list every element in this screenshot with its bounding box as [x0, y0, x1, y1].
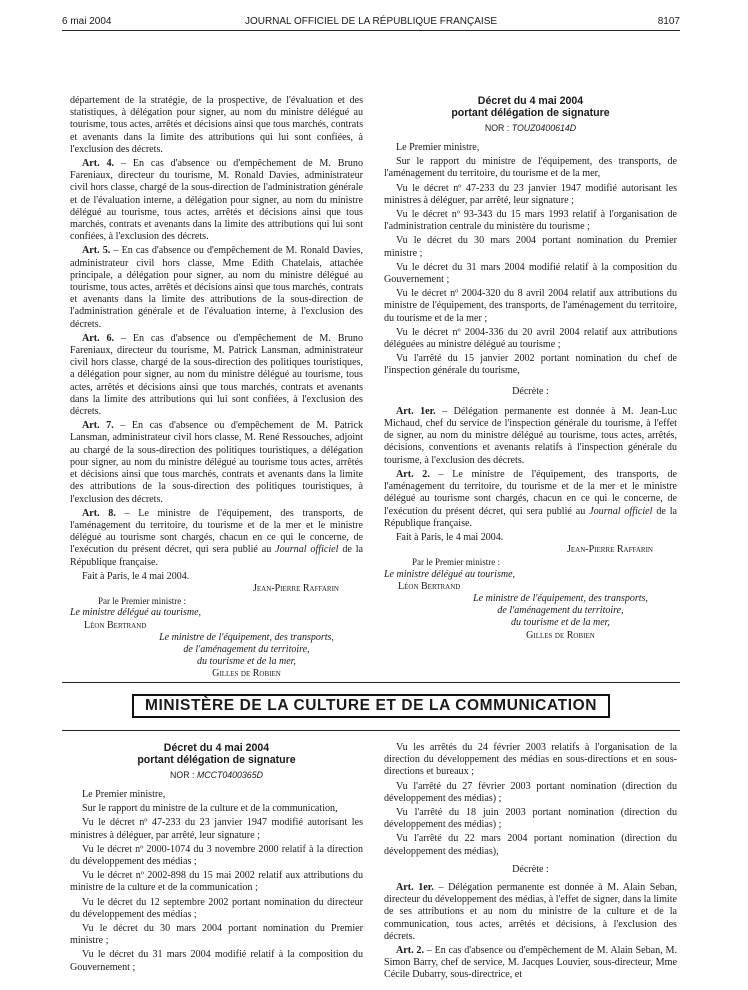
nor-code: MCCT0400365D	[196, 769, 263, 780]
column-top-right	[384, 95, 677, 642]
article-label: Art. 4.	[82, 158, 115, 170]
visa: Vu les arrêtés du 24 février 2003 relatifs à l'organisation de la direction du développement des médias en sous-directions et en sous-directions et bureaux ;	[384, 742, 677, 778]
signatory-prime-minister: Jean-Pierre Raffarin	[567, 544, 653, 556]
article-label: Art. 5.	[82, 245, 111, 257]
visa: Vu le décret du 31 mars 2004 modifié relatif à la composition du Gouvernement ;	[70, 949, 363, 973]
visa: Vu l'arrêté du 22 mars 2004 portant nomination (direction du développement des médias),	[384, 833, 677, 857]
visa: Vu l'arrêté du 15 janvier 2002 portant nomination du chef de l'inspection générale du tourisme,	[384, 353, 677, 377]
ministry-band	[132, 694, 610, 718]
minister-title: de l'aménagement du territoire,	[183, 643, 310, 655]
article-text: – En cas d'absence ou d'empêchement de M. Ronald Davies, administrateur civil hors classe, Mme Edith Chatelais, attachée principale, a délégation pour signer, au nom du ministre délégué au tourisme, tous actes, arrêtés et décisions ainsi que tous marchés, contrats et avenants dans la limite des attributions de la sous-direction de l'administration générale et de l'évaluation interne, à l'exclusion des décrets.	[70, 245, 363, 330]
article-label: Art. 1er.	[396, 405, 436, 417]
visa: Vu le décret du 31 mars 2004 modifié relatif à la composition du Gouvernement ;	[384, 261, 677, 286]
article-text: de la République française.	[70, 544, 364, 568]
paragraph: département de la stratégie, de la prospective, de l'évaluation et des statistiques, à délégation pour signer, au nom du ministre délégué au tourisme, tous actes, arrêtés et décisions ainsi que tous marchés, contrats et avenants dans la limite des attributions qui lui sont confiées, à l'exclusion des décrets.	[70, 95, 363, 155]
visa: Vu l'arrêté du 27 février 2003 portant nomination (direction du développement des médias) ;	[384, 780, 677, 804]
article-6	[70, 333, 363, 418]
article-2	[384, 945, 677, 982]
signature-block	[384, 532, 677, 642]
article-text: – Délégation permanente est donnée à M. Jean-Luc Michaud, chef du service de l'inspection générale du tourisme, à l'effet de signer, au nom du ministre délégué au tourisme, tous actes, arrêtés, décisions, conventions et avenants relatifs à l'inspection générale du tourisme, à l'exclusion des décrets.	[384, 405, 677, 466]
header-journal-title: JOURNAL OFFICIEL DE LA RÉPUBLIQUE FRANÇAISE	[244, 16, 498, 27]
decree-title: Décret du 4 mai 2004	[477, 95, 584, 107]
article-text: – En cas d'absence ou d'empêchement de M. Alain Seban, M. Simon Barry, chef de service, M. Jacques Louvier, sous-directeur, Mme Cécile Dubarry, sous-directrice, et	[384, 945, 677, 981]
signatory-prime-minister: Jean-Pierre Raffarin	[253, 582, 339, 594]
article-label: Art. 2.	[396, 468, 430, 480]
article-2	[384, 469, 677, 530]
visa: Vu le décret du 30 mars 2004 portant nomination du Premier ministre ;	[384, 235, 677, 259]
par-le-premier-ministre: Par le Premier ministre :	[98, 596, 186, 607]
article-label: Art. 6.	[82, 332, 115, 344]
section-rule-top	[62, 682, 680, 683]
signatory-bertrand: Léon Bertrand	[398, 580, 461, 592]
article-text: – Le ministre de l'équipement, des transports, de l'aménagement du territoire, du tourisme et de la mer et le ministre délégué au tourisme sont chargés, chacun en ce qui le concerne, de l'exécution du présent décret, qui sera publié au	[70, 507, 363, 556]
article-label: Art. 8.	[82, 507, 116, 519]
ministry-title: MINISTÈRE DE LA CULTURE ET DE LA COMMUNICATION	[144, 697, 598, 714]
journal-officiel: Journal officiel	[589, 505, 653, 517]
minister-title: Le ministre de l'équipement, des transports,	[159, 631, 334, 643]
column-top-left	[70, 95, 363, 681]
decree-subtitle: portant délégation de signature	[451, 107, 610, 120]
article-1	[384, 882, 677, 943]
running-header	[62, 16, 680, 31]
header-date: 6 mai 2004	[62, 16, 112, 27]
visa: Vu l'arrêté du 18 juin 2003 portant nomination (direction du développement des médias) ;	[384, 807, 677, 831]
article-8	[70, 508, 363, 569]
visa: Vu le décret nº 47-233 du 23 janvier 1947 modifié autorisant les ministres à déléguer, par arrêté, leur signature ;	[384, 182, 677, 206]
article-1	[384, 406, 677, 467]
nor-reference: NOR : TOUZ0400614D	[484, 122, 577, 133]
intro: Le Premier ministre,	[82, 789, 166, 801]
visa: Vu le décret nº 2000-1074 du 3 novembre 2000 relatif à la direction du développement des médias ;	[70, 843, 363, 868]
intro: Le Premier ministre,	[396, 142, 480, 154]
article-7	[70, 420, 363, 505]
section-rule-bottom	[62, 730, 680, 731]
nor-code: TOUZ0400614D	[511, 122, 577, 133]
article-4	[70, 158, 363, 243]
article-text: – En cas d'absence ou d'empêchement de M. Bruno Fareniaux, directeur du tourisme, M. Ronald Davies, administrateur civil hors classe, chargé de la sous-direction de l'administration générale et de l'évaluation interne, a délégation pour signer, au nom du ministre délégué au tourisme, tous actes, arrêtés et décisions ainsi que tous marchés, contrats et avenants dans la limite des attributions qui lui sont confiées, à l'exclusion des décrets.	[70, 158, 364, 243]
article-text: de la République française.	[384, 505, 678, 529]
visa: Vu le décret nº 2004-320 du 8 avril 2004 relatif aux attributions du ministre de l'équipement, des transports, de l'aménagement du territoire, du tourisme et de la mer ;	[384, 288, 677, 324]
signatory-bertrand: Léon Bertrand	[84, 619, 147, 631]
signature-block	[70, 571, 363, 681]
column-bottom-right	[384, 742, 677, 984]
fait-a-paris: Fait à Paris, le 4 mai 2004.	[82, 570, 190, 582]
minister-title: Le ministre de l'équipement, des transports,	[473, 592, 648, 604]
article-5	[70, 245, 363, 330]
signatory-robien: Gilles de Robien	[212, 668, 281, 680]
par-le-premier-ministre: Par le Premier ministre :	[412, 557, 500, 568]
header-page-number: 8107	[657, 16, 680, 27]
decrete: Décrète :	[512, 863, 549, 875]
visa: Vu le décret du 12 septembre 2002 portant nomination du directeur du développement des médias ;	[70, 896, 363, 920]
nor-reference: NOR : MCCT0400365D	[170, 769, 263, 780]
minister-title: de l'aménagement du territoire,	[497, 605, 624, 617]
visa: Vu le décret du 30 mars 2004 portant nomination du Premier ministre ;	[70, 923, 363, 947]
article-text: – En cas d'absence ou d'empêchement de M. Patrick Lansman, administrateur civil hors classe, M. René Ressouches, adjoint au chargé de la sous-direction des politiques touristiques, a délégation pour signer, au nom du ministre délégué au tourisme tous actes, arrêtés et décisions ainsi que tous marchés, contrats et avenants dans la limite des attributions de la sous-direction des politiques touristiques, à l'exclusion des décrets.	[70, 420, 363, 505]
visa: Sur le rapport du ministre de l'équipement, des transports, de l'aménagement du territoire, du tourisme et de la mer,	[384, 156, 677, 180]
signatory-robien: Gilles de Robien	[526, 629, 595, 641]
visa: Vu le décret nº 2004-336 du 20 avril 2004 relatif aux attributions déléguées au ministre délégué au tourisme ;	[384, 326, 677, 351]
journal-officiel: Journal officiel	[275, 544, 339, 556]
visa: Vu le décret nº 47-233 du 23 janvier 1947 modifié autorisant les ministres à déléguer, par arrêté, leur signature ;	[70, 817, 363, 841]
fait-a-paris: Fait à Paris, le 4 mai 2004.	[396, 531, 504, 543]
decree-subtitle: portant délégation de signature	[137, 754, 296, 767]
article-label: Art. 2.	[396, 945, 424, 957]
visa: Vu le décret nº 2002-898 du 15 mai 2002 relatif aux attributions du ministre de la culture et de la communication ;	[70, 870, 363, 894]
column-bottom-left	[70, 742, 363, 976]
minister-title: Le ministre délégué au tourisme,	[70, 607, 202, 619]
article-label: Art. 1er.	[396, 882, 434, 894]
minister-title: du tourisme et de la mer,	[511, 617, 610, 629]
decrete: Décrète :	[512, 385, 549, 397]
minister-title: du tourisme et de la mer,	[197, 656, 296, 668]
article-text: – Le ministre de l'équipement, des transports, de l'aménagement du territoire, du tourisme et de la mer et le ministre délégué au tourisme sont chargés, chacun en ce qui le concerne, de l'exécution du présent décret, qui sera publié au	[384, 468, 677, 517]
decree-title: Décret du 4 mai 2004	[163, 742, 270, 754]
article-label: Art. 7.	[82, 420, 114, 432]
article-text: – En cas d'absence ou d'empêchement de M. Bruno Fareniaux, directeur du tourisme, M. Patrick Lansman, administrateur civil hors classe, chargé de la sous-direction des politiques touristiques, a délégation pour signer, au nom du ministre délégué au tourisme, tous actes, arrêtés et décisions ainsi que tous marchés, contrats et avenants dans la limite des attributions qui lui sont confiées, à l'exclusion des décrets.	[70, 332, 364, 418]
article-text: – Délégation permanente est donnée à M. Alain Seban, directeur du développement des médias, à l'effet de signer, dans la limite de ses attributions et au nom du ministre de la culture et de la communication, tous actes, arrêtés et décisions, à l'exclusion des décrets.	[384, 882, 678, 942]
visa: Sur le rapport du ministre de la culture et de la communication,	[82, 803, 338, 815]
minister-title: Le ministre délégué au tourisme,	[384, 568, 516, 580]
visa: Vu le décret nº 93-343 du 15 mars 1993 relatif à l'organisation de l'administration centrale du ministère du tourisme ;	[384, 209, 677, 233]
